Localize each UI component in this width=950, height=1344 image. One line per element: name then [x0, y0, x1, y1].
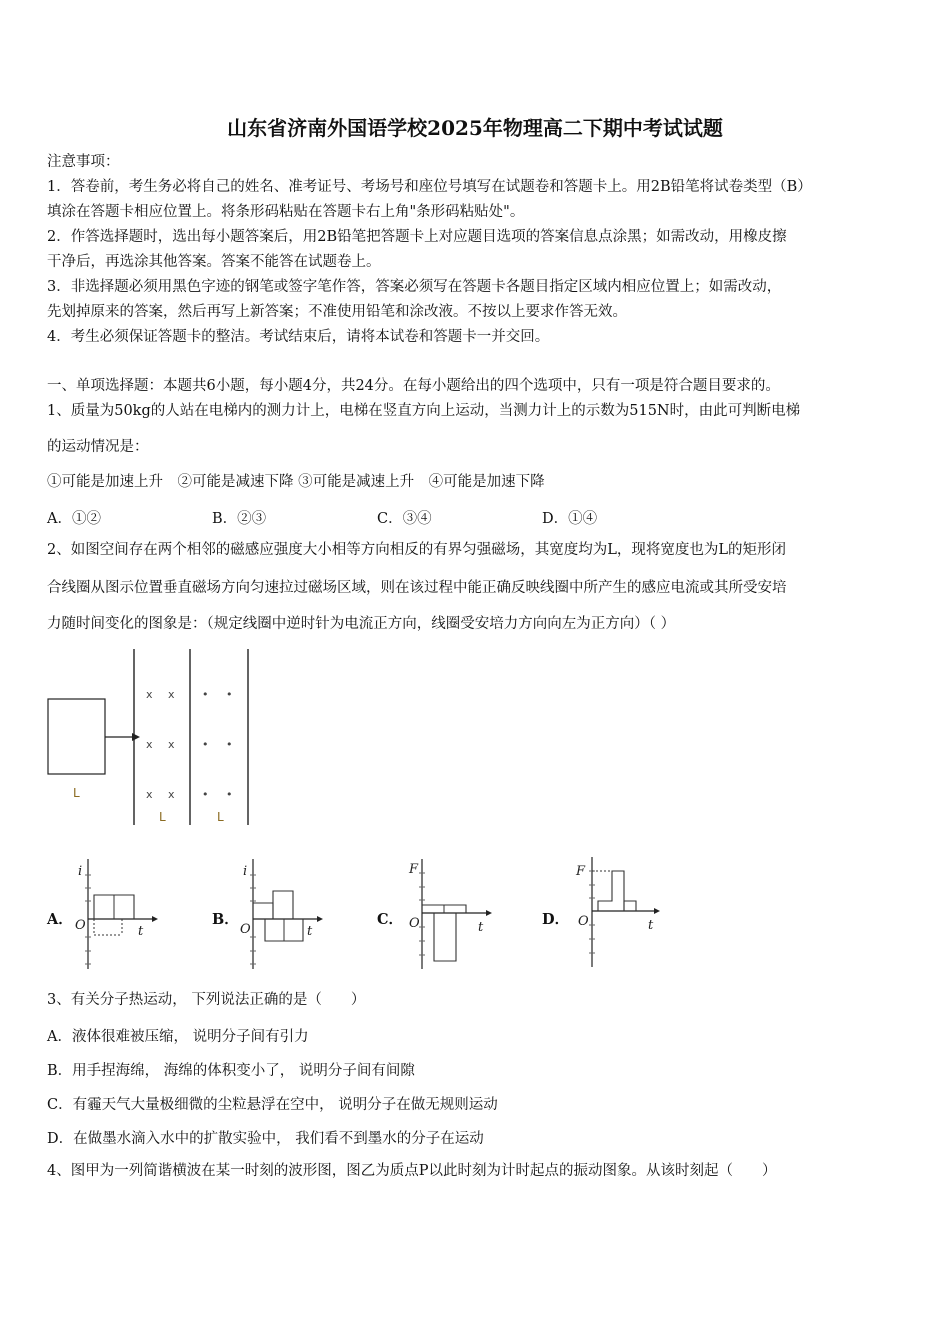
y-axis-label: F	[409, 862, 419, 877]
x-axis-label: t	[478, 920, 484, 935]
notes-line: 填涂在答题卡相应位置上。将条形码粘贴在答题卡右上角"条形码粘贴处"。	[47, 204, 525, 220]
question-1-option-c: C．③④	[377, 511, 432, 527]
field-width-label: L	[159, 810, 166, 824]
arrow-head	[132, 733, 140, 741]
notes-line: 先划掉原来的答案，然后再写上新答案；不准使用铅笔和涂改液。不按以上要求作答无效。	[47, 304, 627, 320]
question-2-stem-cont: 合线圈从图示位置垂直磁场方向匀速拉过磁场区域，则在该过程中能正确反映线圈中所产生的感应电流或其所受安培	[47, 580, 787, 596]
field-out-mark: •	[202, 738, 209, 751]
question-1-option-a: A．①②	[47, 511, 101, 527]
origin-label: O	[578, 914, 589, 929]
question-3-option-b: B．用手捏海绵， 海绵的体积变小了， 说明分子间有间隙	[47, 1063, 415, 1079]
notes-line: 1．答卷前，考生务必将自己的姓名、准考证号、考场号和座位号填写在试题卷和答题卡上。用2B铅笔将试卷类型（B）	[47, 179, 812, 195]
field-into-mark: x	[168, 688, 175, 701]
question-1-option-b: B．②③	[212, 511, 267, 527]
field-out-mark: •	[226, 738, 233, 751]
question-3-option-a: A．液体很难被压缩， 说明分子间有引力	[47, 1029, 309, 1045]
graph-option-b	[237, 855, 337, 973]
notes-line: 2．作答选择题时，选出每小题答案后，用2B铅笔把答题卡上对应题目选项的答案信息点涂黑；如需改动，用橡皮擦	[47, 229, 787, 245]
question-4-stem: 4、图甲为一列简谐横波在某一时刻的波形图，图乙为质点P以此时刻为计时起点的振动图象。从该时刻起（ ）	[47, 1163, 777, 1179]
magnetic-field-figure	[40, 645, 260, 830]
graph-option-a-letter: A．	[47, 911, 73, 928]
field-out-mark: •	[226, 788, 233, 801]
rectangular-coil	[48, 699, 105, 774]
question-2-stem-cont: 力随时间变化的图象是：（规定线圈中逆时针为电流正方向，线圈受安培力方向向左为正方向）（ ）	[47, 616, 676, 632]
y-axis-label: i	[78, 864, 83, 879]
field-out-mark: •	[226, 688, 233, 701]
origin-label: O	[240, 922, 251, 937]
field-into-mark: x	[146, 788, 153, 801]
field-into-mark: x	[168, 788, 175, 801]
question-1-option-d: D．①④	[542, 511, 598, 527]
field-out-mark: •	[202, 688, 209, 701]
coil-width-label: L	[73, 786, 80, 800]
graph-option-c	[402, 855, 502, 973]
field-into-mark: x	[146, 688, 153, 701]
graph-option-a	[72, 855, 172, 973]
question-3-option-c: C．有霾天气大量极细微的尘粒悬浮在空中， 说明分子在做无规则运动	[47, 1097, 498, 1113]
graph-option-d	[570, 853, 670, 971]
notes-line: 4．考生必须保证答题卡的整洁。考试结束后，请将本试卷和答题卡一并交回。	[47, 329, 550, 345]
question-1-stem-cont: 的运动情况是：	[47, 439, 149, 455]
graph-option-c-letter: C．	[377, 911, 404, 928]
notes-line: 3．非选择题必须用黑色字迹的钢笔或签字笔作答，答案必须写在答题卡各题目指定区域内相应位置上；如需改动，	[47, 279, 782, 295]
x-axis-label: t	[138, 924, 144, 939]
question-2-stem: 2、如图空间存在两个相邻的磁感应强度大小相等方向相反的有界匀强磁场，其宽度均为L，现将宽度也为L的矩形闭	[47, 542, 786, 558]
y-axis-label: F	[576, 864, 586, 879]
notes-heading: 注意事项：	[47, 154, 120, 170]
section-heading: 一、单项选择题：本题共6小题，每小题4分，共24分。在每小题给出的四个选项中，只有一项是符合题目要求的。	[47, 378, 780, 394]
question-1-stem: 1、质量为50kg的人站在电梯内的测力计上，电梯在竖直方向上运动，当测力计上的示数为515N时，由此可判断电梯	[47, 403, 801, 419]
notes-line: 干净后，再选涂其他答案。答案不能答在试题卷上。	[47, 254, 381, 270]
question-3-option-d: D．在做墨水滴入水中的扩散实验中， 我们看不到墨水的分子在运动	[47, 1131, 484, 1147]
field-into-mark: x	[168, 738, 175, 751]
x-axis-label: t	[648, 918, 654, 933]
origin-label: O	[409, 916, 420, 931]
x-axis-label: t	[307, 924, 313, 939]
question-3-stem: 3、有关分子热运动， 下列说法正确的是（ ）	[47, 992, 366, 1008]
graph-option-d-letter: D．	[542, 911, 570, 928]
field-into-mark: x	[146, 738, 153, 751]
y-axis-label: i	[243, 864, 248, 879]
graph-option-b-letter: B．	[212, 911, 239, 928]
field-out-mark: •	[202, 788, 209, 801]
field-width-label: L	[217, 810, 224, 824]
page-title: 山东省济南外国语学校2025年物理高二下期中考试试题	[227, 116, 723, 140]
origin-label: O	[75, 918, 86, 933]
question-1-statements: ①可能是加速上升 ②可能是减速下降 ③可能是减速上升 ④可能是加速下降	[47, 474, 545, 490]
